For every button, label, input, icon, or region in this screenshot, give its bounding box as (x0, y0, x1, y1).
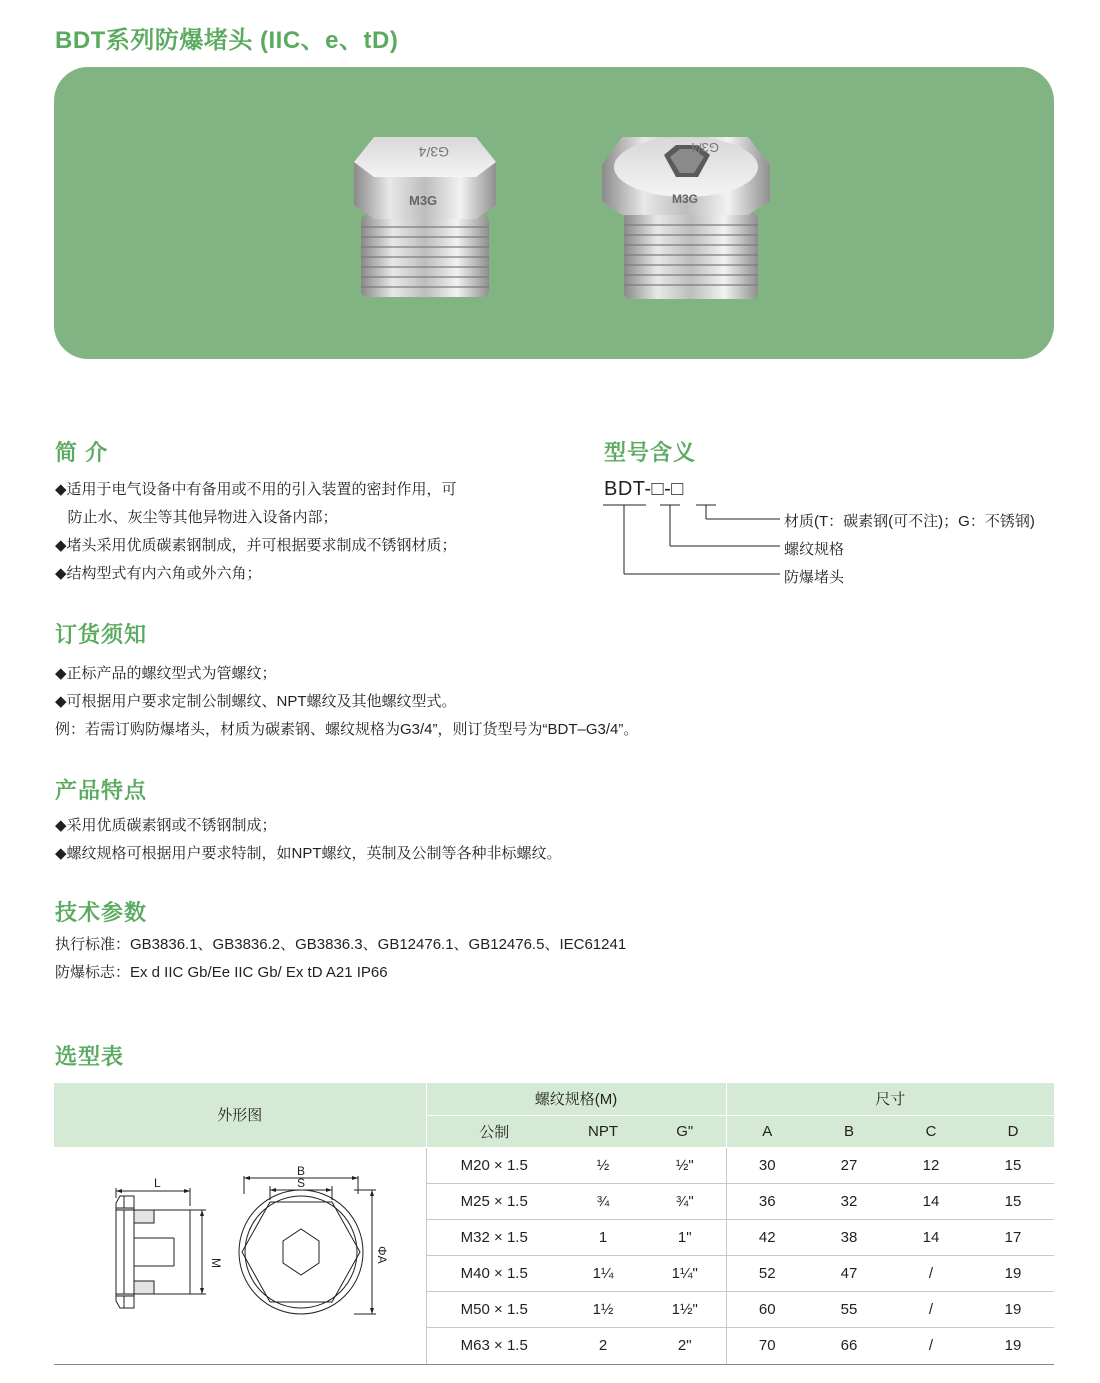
cell-g: 1" (644, 1219, 726, 1255)
cell-c: 14 (890, 1219, 972, 1255)
header-thread-group: 螺纹规格(M) (426, 1083, 726, 1115)
cell-d: 19 (972, 1292, 1054, 1328)
dim-label-s: S (297, 1175, 306, 1190)
header-g: G" (644, 1115, 726, 1147)
selection-heading: 选型表 (55, 1044, 125, 1069)
cell-npt: 1¼ (562, 1255, 644, 1291)
model-label-thread: 螺纹规格 (784, 541, 845, 558)
ordering-line: ◆正标产品的螺纹型式为管螺纹； (55, 665, 277, 682)
header-c: C (890, 1115, 972, 1147)
cell-a: 60 (726, 1292, 808, 1328)
features-line: ◆螺纹规格可根据用户要求特制，如NPT螺纹，英制及公制等各种非标螺纹。 (55, 845, 562, 862)
cell-npt: 1½ (562, 1292, 644, 1328)
plug2-thread-mark: G3/4 (690, 140, 719, 155)
dim-label-l: L (154, 1175, 161, 1190)
cell-g: 1½" (644, 1292, 726, 1328)
outline-drawing (54, 1148, 425, 1360)
intro-heading: 简 介 (55, 440, 109, 465)
cell-metric: M20 × 1.5 (426, 1147, 562, 1183)
product-photo-panel (54, 67, 1054, 359)
cell-d: 17 (972, 1219, 1054, 1255)
cell-d: 15 (972, 1183, 1054, 1219)
header-a: A (726, 1115, 808, 1147)
tech-text (55, 931, 626, 987)
features-heading: 产品特点 (55, 778, 148, 803)
cell-a: 70 (726, 1328, 808, 1364)
cell-g: ¾" (644, 1183, 726, 1219)
cell-c: 14 (890, 1183, 972, 1219)
intro-text (55, 476, 457, 588)
cell-metric: M32 × 1.5 (426, 1219, 562, 1255)
cell-d: 19 (972, 1328, 1054, 1364)
header-metric: 公制 (426, 1115, 562, 1147)
header-b: B (808, 1115, 890, 1147)
header-outline: 外形图 (54, 1083, 426, 1147)
cell-d: 15 (972, 1147, 1054, 1183)
cell-a: 42 (726, 1219, 808, 1255)
ordering-text (55, 660, 638, 744)
cell-g: 2" (644, 1328, 726, 1364)
header-d: D (972, 1115, 1054, 1147)
model-label-product: 防爆堵头 (784, 569, 845, 586)
cell-c: 12 (890, 1147, 972, 1183)
cell-a: 30 (726, 1147, 808, 1183)
selection-table (54, 1083, 1054, 1365)
features-line: ◆采用优质碳素钢或不锈钢制成； (55, 817, 277, 834)
cell-metric: M25 × 1.5 (426, 1183, 562, 1219)
cell-b: 55 (808, 1292, 890, 1328)
cell-npt: ½ (562, 1147, 644, 1183)
intro-line: 防止水、灰尘等其他异物进入设备内部； (55, 509, 338, 526)
tech-line: 防爆标志：Ex d IIC Gb/Ee IIC Gb/ Ex tD A21 IP66 (55, 964, 388, 981)
outline-drawing-cell (54, 1147, 426, 1364)
plug2-brand-mark: M3G (672, 192, 699, 206)
cell-metric: M63 × 1.5 (426, 1328, 562, 1364)
external-hex-plug (354, 137, 496, 297)
cell-a: 52 (726, 1255, 808, 1291)
tech-heading: 技术参数 (55, 900, 148, 925)
cell-b: 32 (808, 1183, 890, 1219)
cell-g: ½" (644, 1147, 726, 1183)
ordering-line: 例：若需订购防爆堵头，材质为碳素钢、螺纹规格为G3/4”，则订货型号为“BDT–G3/4”。 (55, 721, 639, 738)
cell-b: 38 (808, 1219, 890, 1255)
cell-c: / (890, 1328, 972, 1364)
dim-label-m: M (209, 1257, 224, 1268)
cell-npt: 2 (562, 1328, 644, 1364)
cell-b: 47 (808, 1255, 890, 1291)
model-code: BDT-□-□ (604, 478, 684, 500)
model-label-material: 材质(T：碳素钢(可不注)；G：不锈钢) (784, 513, 1035, 530)
cell-npt: ¾ (562, 1183, 644, 1219)
cell-a: 36 (726, 1183, 808, 1219)
table-row (54, 1147, 1054, 1183)
tech-line: 执行标准：GB3836.1、GB3836.2、GB3836.3、GB12476.1、GB12476.5、IEC61241 (55, 936, 627, 953)
plug1-thread-mark: G3/4 (418, 144, 449, 160)
internal-hex-plug (602, 137, 770, 299)
cell-d: 19 (972, 1255, 1054, 1291)
features-text (55, 812, 562, 868)
cell-b: 66 (808, 1328, 890, 1364)
dim-label-a: ΦA (375, 1245, 390, 1264)
ordering-line: ◆可根据用户要求定制公制螺纹、NPT螺纹及其他螺纹型式。 (55, 693, 457, 710)
model-code-diagram (600, 496, 790, 578)
plug1-brand-mark: M3G (409, 193, 438, 208)
cell-metric: M50 × 1.5 (426, 1292, 562, 1328)
dim-label-b: B (297, 1163, 306, 1178)
page-title: BDT系列防爆堵头 (IIC、e、tD) (55, 27, 399, 54)
cell-g: 1¼" (644, 1255, 726, 1291)
cell-npt: 1 (562, 1219, 644, 1255)
cell-c: / (890, 1255, 972, 1291)
header-size-group: 尺寸 (726, 1083, 1054, 1115)
cell-metric: M40 × 1.5 (426, 1255, 562, 1291)
intro-line: ◆结构型式有内六角或外六角； (55, 565, 262, 582)
ordering-heading: 订货须知 (55, 622, 148, 647)
cell-c: / (890, 1292, 972, 1328)
model-heading: 型号含义 (604, 440, 697, 465)
intro-line: ◆适用于电气设备中有备用或不用的引入装置的密封作用，可 (55, 481, 457, 498)
cell-b: 27 (808, 1147, 890, 1183)
intro-line: ◆堵头采用优质碳素钢制成，并可根据要求制成不锈钢材质； (55, 537, 457, 554)
product-photo (54, 67, 1054, 359)
header-npt: NPT (562, 1115, 644, 1147)
